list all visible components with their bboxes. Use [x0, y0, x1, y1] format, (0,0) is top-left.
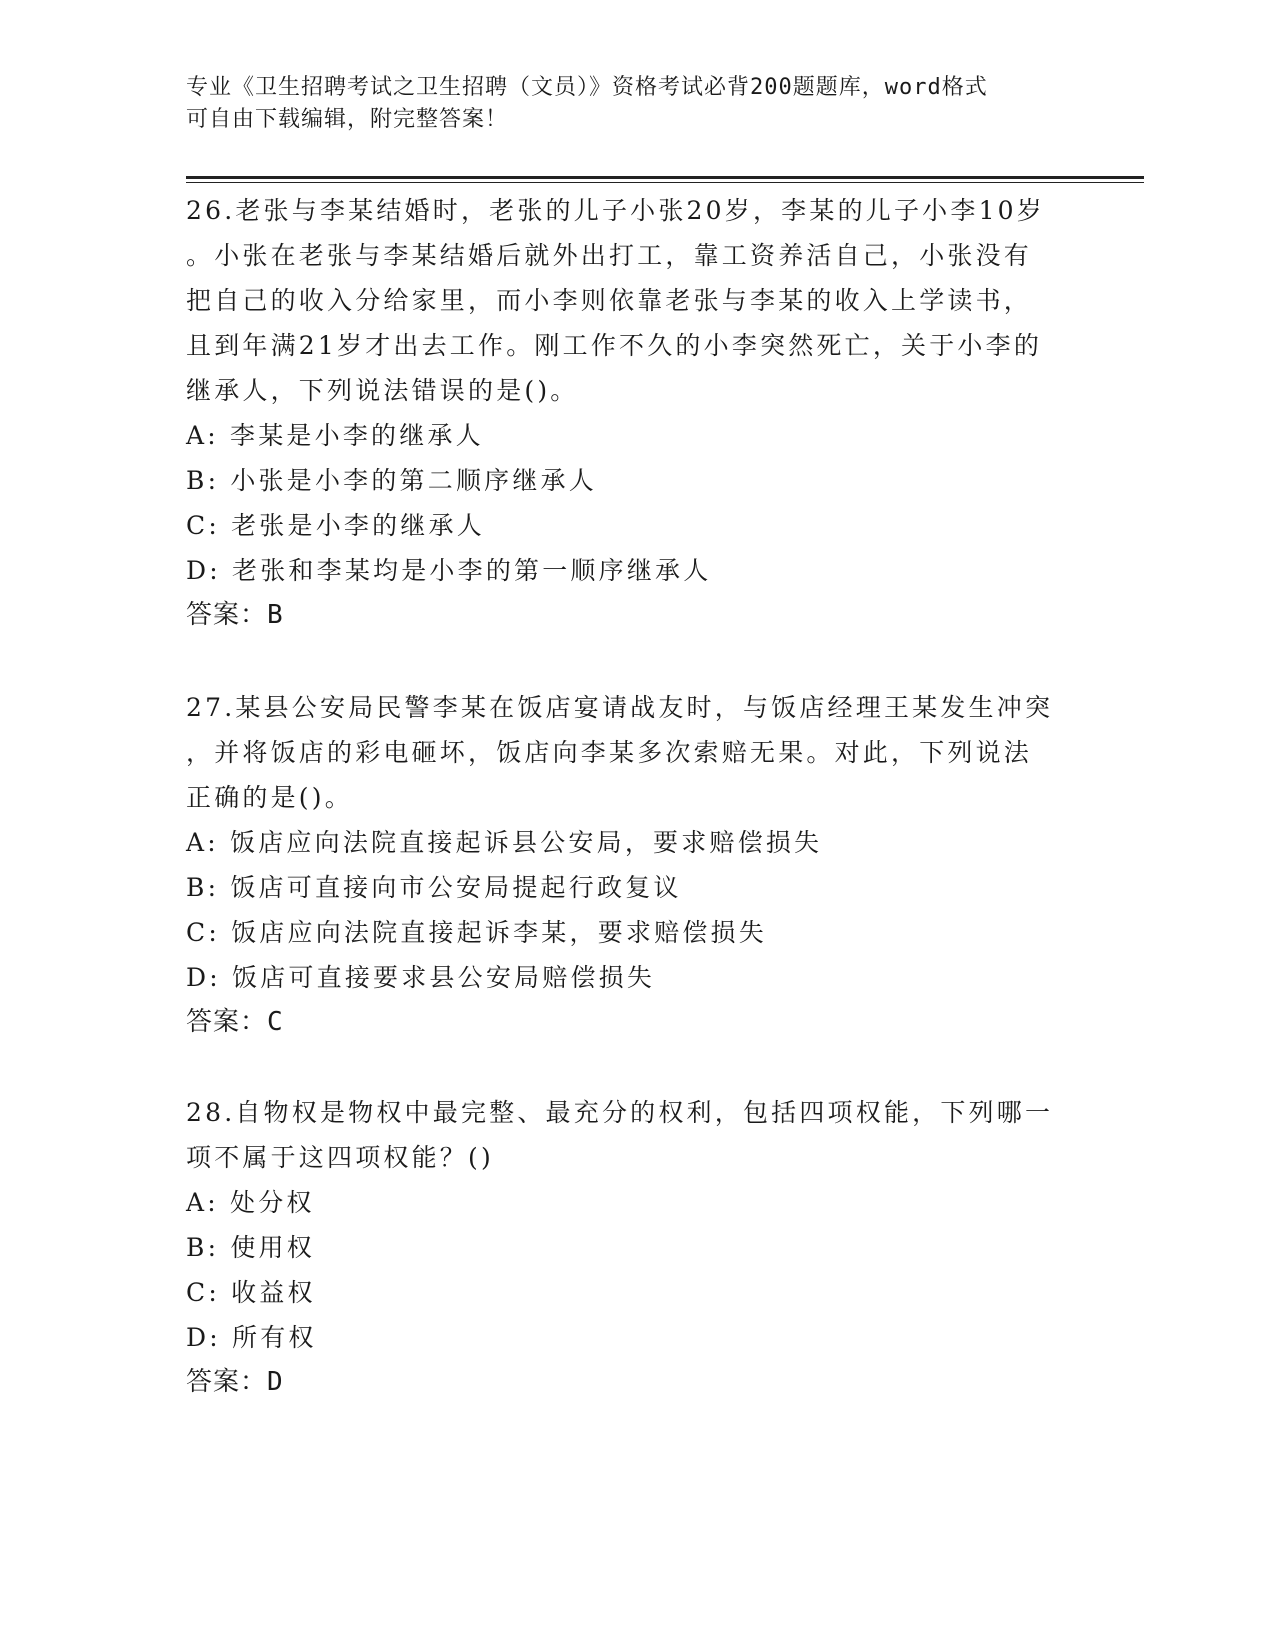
- option-a: A: 处分权: [186, 1188, 315, 1217]
- question-text-line: 把自己的收入分给家里，而小李则依靠老张与李某的收入上学读书，: [186, 286, 1033, 315]
- question-text-line: 28.自物权是物权中最完整、最充分的权利，包括四项权能，下列哪一: [186, 1098, 1054, 1127]
- question-text-line: ，并将饭店的彩电砸坏，饭店向李某多次索赔无果。对此，下列说法: [186, 738, 1033, 767]
- header-line-2: 可自由下载编辑，附完整答案！: [186, 107, 509, 132]
- header-divider-thin: [186, 182, 1144, 183]
- header-line-1: 专业《卫生招聘考试之卫生招聘（文员）》资格考试必背200题题库，word格式: [186, 75, 988, 100]
- question-27: [186, 685, 1086, 1045]
- question-text-line: 且到年满21岁才出去工作。刚工作不久的小李突然死亡，关于小李的: [186, 331, 1043, 360]
- option-a: A: 李某是小李的继承人: [186, 421, 484, 450]
- question-text-line: 正确的是()。: [186, 783, 353, 812]
- option-c: C: 收益权: [186, 1278, 316, 1307]
- option-b: B: 饭店可直接向市公安局提起行政复议: [186, 873, 682, 902]
- option-c: C: 饭店应向法院直接起诉李某，要求赔偿损失: [186, 918, 767, 947]
- answer-label: 答案：B: [186, 600, 284, 630]
- option-d: D: 所有权: [186, 1323, 317, 1352]
- option-a: A: 饭店应向法院直接起诉县公安局，要求赔偿损失: [186, 828, 823, 857]
- answer-label: 答案：D: [186, 1367, 284, 1397]
- question-text-line: 。小张在老张与李某结婚后就外出打工，靠工资养活自己，小张没有: [186, 241, 1033, 270]
- option-c: C: 老张是小李的继承人: [186, 511, 485, 540]
- option-d: D: 饭店可直接要求县公安局赔偿损失: [186, 963, 656, 992]
- option-d: D: 老张和李某均是小李的第一顺序继承人: [186, 556, 712, 585]
- question-text-line: 26.老张与李某结婚时，老张的儿子小张20岁，李某的儿子小李10岁: [186, 196, 1045, 225]
- document-header: [186, 72, 1076, 136]
- option-b: B: 使用权: [186, 1233, 315, 1262]
- header-divider-thick: [186, 176, 1144, 179]
- option-b: B: 小张是小李的第二顺序继承人: [186, 466, 597, 495]
- question-text-line: 继承人，下列说法错误的是()。: [186, 376, 579, 405]
- question-28: [186, 1090, 1086, 1405]
- answer-label: 答案：C: [186, 1007, 284, 1037]
- question-text-line: 项不属于这四项权能？(): [186, 1143, 494, 1172]
- question-text-line: 27.某县公安局民警李某在饭店宴请战友时，与饭店经理王某发生冲突: [186, 693, 1054, 722]
- question-26: [186, 188, 1086, 638]
